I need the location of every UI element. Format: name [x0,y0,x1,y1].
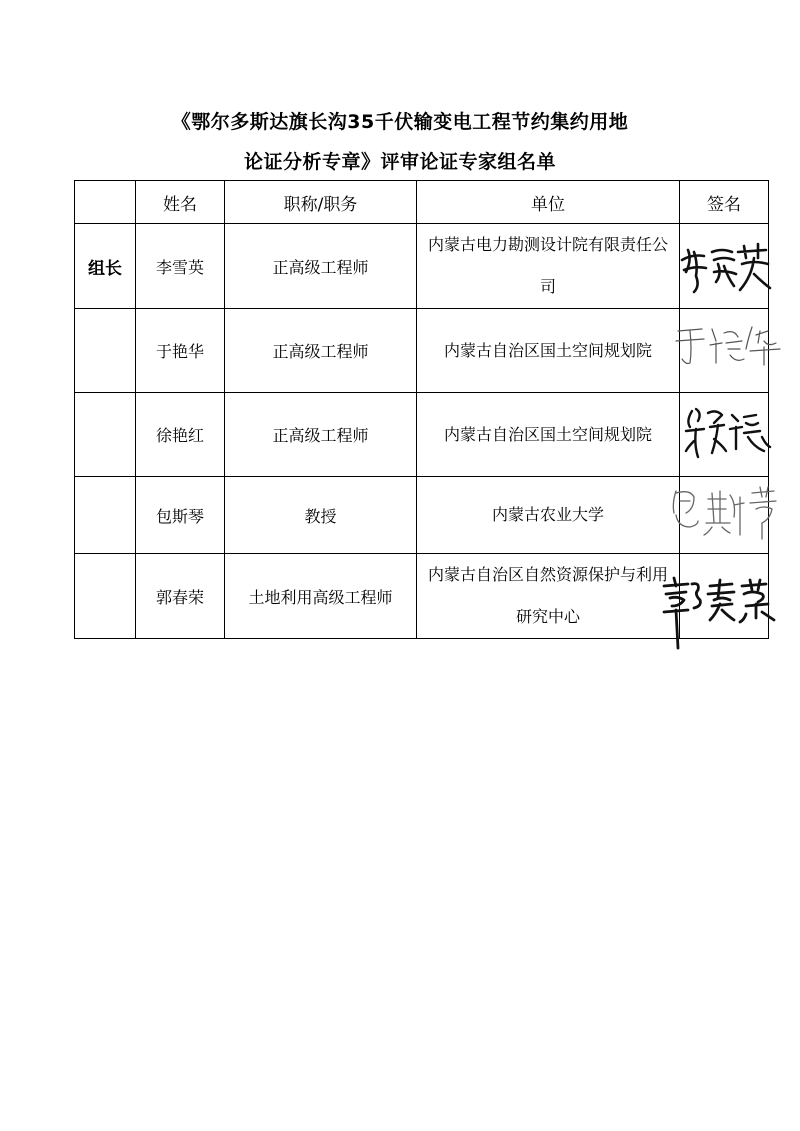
header-unit: 单位 [417,181,680,224]
handwritten-signature [672,319,784,369]
name-cell: 徐艳红 [136,393,225,477]
title-cell: 正高级工程师 [225,393,417,477]
handwritten-signature [674,230,774,302]
title-cell: 正高级工程师 [225,224,417,309]
header-title: 职称/职务 [225,181,417,224]
table-row [75,393,769,477]
group-cell [75,477,136,554]
name-cell: 郭春荣 [136,554,225,639]
title-cell: 教授 [225,477,417,554]
handwritten-signature [682,401,774,469]
group-cell: 组长 [75,224,136,309]
signature-cell [680,224,769,309]
signature-cell [680,393,769,477]
unit-cell: 内蒙古电力勘测设计院有限责任公司 [417,224,680,309]
table-row [75,554,769,639]
signature-cell [680,477,769,554]
title-cell: 土地利用高级工程师 [225,554,417,639]
title-cell: 正高级工程师 [225,309,417,393]
group-cell [75,309,136,393]
table-header-row [75,181,769,224]
signature-cell [680,554,769,639]
signature-cell [680,309,769,393]
unit-cell: 内蒙古自治区国土空间规划院 [417,309,680,393]
unit-cell: 内蒙古农业大学 [417,477,680,554]
header-group [75,181,136,224]
document-title-line-2: 论证分析专章》评审论证专家组名单 [243,151,556,173]
table-row [75,477,769,554]
group-cell [75,393,136,477]
group-cell [75,554,136,639]
header-signature: 签名 [680,181,769,224]
header-name: 姓名 [136,181,225,224]
unit-cell: 内蒙古自治区自然资源保护与利用研究中心 [417,554,680,639]
name-cell: 包斯琴 [136,477,225,554]
table-row [75,224,769,309]
name-cell: 于艳华 [136,309,225,393]
name-cell: 李雪英 [136,224,225,309]
table-row [75,309,769,393]
handwritten-signature [658,576,784,650]
handwritten-signature [664,483,784,543]
unit-cell: 内蒙古自治区国土空间规划院 [417,393,680,477]
expert-panel-table [74,180,769,639]
document-title-line-1: 《鄂尔多斯达旗长沟35千伏输变电工程节约集约用地 [171,111,629,133]
